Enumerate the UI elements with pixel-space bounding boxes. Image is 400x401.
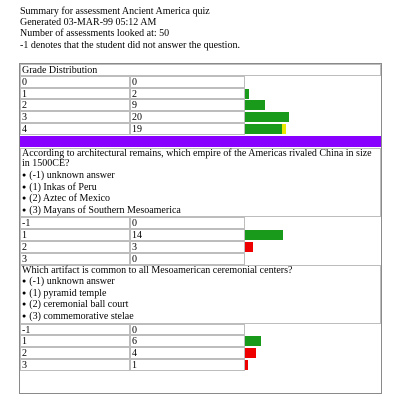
grade-distribution xyxy=(20,76,381,135)
count-cell: 0 xyxy=(130,217,245,229)
count-cell: 4 xyxy=(130,347,245,359)
bar-segment xyxy=(245,89,249,99)
label-cell: 1 xyxy=(20,335,130,347)
summary-title: Summary for assessment Ancient America quiz xyxy=(20,6,210,17)
label-cell: 2 xyxy=(20,241,130,253)
label-cell: 2 xyxy=(20,347,130,359)
answer-option: ● (2) ceremonial ball court xyxy=(22,299,380,311)
bar-segment xyxy=(245,230,283,240)
count-cell: 1 xyxy=(130,359,245,371)
count-cell: 9 xyxy=(130,99,245,111)
label-cell: 1 xyxy=(20,88,130,100)
count-cell: 6 xyxy=(130,335,245,347)
answer-option: ● (2) Aztec of Mexico xyxy=(22,193,380,205)
table-row xyxy=(20,111,381,123)
section-divider xyxy=(20,136,381,147)
answer-option: ● (-1) unknown answer xyxy=(22,170,380,182)
count-cell: 19 xyxy=(130,123,245,135)
label-cell: 3 xyxy=(20,359,130,371)
summary xyxy=(20,6,240,51)
summary-generated: Generated 03-MAR-99 05:12 AM xyxy=(20,17,157,29)
count-cell: 0 xyxy=(130,76,245,88)
answer-option: ● (1) Inkas of Peru xyxy=(22,182,380,194)
label-cell: 4 xyxy=(20,123,130,135)
answer-option: ● (-1) unknown answer xyxy=(22,276,380,288)
bar-segment xyxy=(245,242,253,252)
table-row xyxy=(20,99,381,111)
question-block xyxy=(20,148,381,218)
answer-option: ● (3) Mayans of Southern Mesoamerica xyxy=(22,205,380,217)
table-row xyxy=(20,253,381,265)
table-row xyxy=(20,88,381,100)
bar-segment xyxy=(245,348,256,358)
table-row xyxy=(20,76,381,88)
count-cell: 3 xyxy=(130,241,245,253)
bar-segment xyxy=(245,112,289,122)
answer-option: ● (3) commemorative stelae xyxy=(22,311,380,323)
report-table xyxy=(19,63,382,394)
table-row xyxy=(20,347,381,359)
question-text: Which artifact is common to all Mesoamerican ceremonial centers? xyxy=(22,264,293,276)
label-cell: 3 xyxy=(20,111,130,123)
label-cell: 0 xyxy=(20,76,130,88)
questions xyxy=(20,148,381,371)
count-cell: 20 xyxy=(130,111,245,123)
count-cell: 14 xyxy=(130,229,245,241)
bar-segment xyxy=(282,124,286,134)
label-cell: -1 xyxy=(20,217,130,229)
bar-segment xyxy=(245,100,265,110)
answer-option: ● (1) pyramid temple xyxy=(22,288,380,300)
count-cell: 2 xyxy=(130,88,245,100)
table-row xyxy=(20,229,381,241)
summary-count: Number of assessments looked at: 50 xyxy=(20,28,170,40)
table-row xyxy=(20,241,381,253)
count-cell: 0 xyxy=(130,324,245,336)
bar-segment xyxy=(245,124,282,134)
label-cell: -1 xyxy=(20,324,130,336)
summary-note: -1 denotes that the student did not answer the question. xyxy=(20,39,240,51)
table-row xyxy=(20,217,381,229)
question-text: According to architectural remains, which empire of the Americas rivaled China in size in 1500CE? xyxy=(22,147,372,170)
table-row xyxy=(20,335,381,347)
bar-segment xyxy=(245,336,261,346)
label-cell: 1 xyxy=(20,229,130,241)
grade-distribution-title: Grade Distribution xyxy=(20,64,381,76)
label-cell: 3 xyxy=(20,253,130,265)
table-row xyxy=(20,123,381,135)
table-row xyxy=(20,359,381,371)
label-cell: 2 xyxy=(20,99,130,111)
question-block xyxy=(20,265,381,324)
count-cell: 0 xyxy=(130,253,245,265)
table-row xyxy=(20,324,381,336)
bar-segment xyxy=(245,360,248,370)
